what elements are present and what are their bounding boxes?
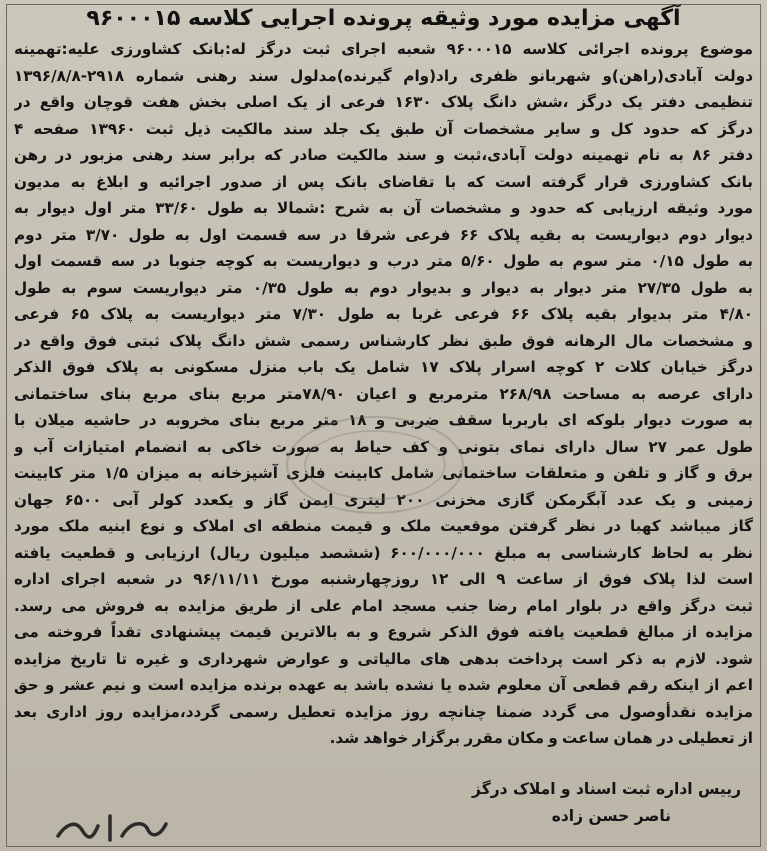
notice-line: ثبت درگز واقع در بلوار امام رضا جنب مسجد امام علی از طریق مزایده به فروش می رسد. [14,596,753,615]
notice-line: زمینی و یک عدد آبگرمکن گازی مخزنی ۲۰۰ لیتری ایمن گاز و یکعدد کولر آبی ۶۵۰۰ جهان [14,490,753,509]
notice-title: آگهی مزایده مورد وثیقه پرونده اجرایی کلاسه ۹۶۰۰۰۱۵ [86,6,681,31]
notice-line: به صورت دیوار بلوکه ای باربربا سقف ضربی و ۱۸ متر مربع بنای مخروبه در حاشیه میلان با [14,411,753,429]
signature-block [472,776,741,830]
notice-line: دفتر ۸۶ به نام تهمینه دولت آبادی،ثبت و سند مالکیت صادر که برابر سند رهنی مزبور در رهن [14,146,753,164]
notice-line: مورد وثیقه ارزیابی که حدود و مشخصات آن به شرح :شمالا به طول ۳۳/۶۰ متر اول دیوار به [14,199,753,217]
notice-line: دولت آبادی(راهن)و شهربانو ظفری راد(وام گیرنده)مدلول سند رهنی شماره ۲۹۱۸-۱۳۹۶/۸/۸ [14,66,753,85]
notice-line: تنظیمی دفتر یک درگز ،شش دانگ پلاک ۱۶۳۰ فرعی از یک اصلی بخش هفت قوچان واقع در [14,93,753,111]
notice-line: و مشخصات مال الرهانه فوق طبق نظر کارشناس رسمی شش دانگ پلاک ثبتی فوق واقع در [14,331,753,350]
handwritten-mark [52,806,172,846]
notice-line: برق و گاز و تلفن و متعلقات ساختمانی شامل کابینت فلزی آشپزخانه به میزان ۱/۵ متر کابینت [14,464,753,482]
notice-line: بانک کشاورزی قرار گرفته است که با تقاضای بانک پس از صدور اجرائیه و ابلاغ به مدیون [14,172,753,191]
notice-line: مزایده نقدأوصول می گردد ضمنا چنانچه روز مزایده تعطیل رسمی گردد،مزایده روز اداری بعد [14,702,753,721]
notice-line: از تعطیلی در همان ساعت و مکان مقرر برگزار خواهد شد. [329,729,753,747]
notice-line: به طول ۰/۱۵ متر سوم به طول ۵/۶۰ متر درب و دیواریست به کوچه جنوبا در سه قسمت اول [14,252,753,270]
notice-line: است لذا پلاک فوق از ساعت ۹ الی ۱۲ روزچهارشنبه مورخ ۹۶/۱۱/۱۱ در شعبه اجرای اداره [14,570,753,588]
notice-line: گاز میباشد کهبا در نظر گرفتن موقعیت ملک و قیمت منطقه ای املاک و نوع ابنیه ملک مورد [14,517,753,535]
notice-line: به طول ۲۷/۳۵ متر دیوار به دیوار و بدیوار دوم به طول ۰/۳۵ متر دیواریست سوم به طول [14,278,753,297]
notice-line: موضوع پرونده اجرائی کلاسه ۹۶۰۰۰۱۵ شعبه اجرای ثبت درگز له:بانک کشاورزی علیه:تهمینه [14,40,753,58]
notice-line: شود. لازم به ذکر است پرداخت بدهی های مالیاتی و عوارض شهرداری و غیره تا تاریخ مزایده [14,649,753,668]
notice-line: ۴/۸۰ متر بدیوار بقیه پلاک ۶۶ فرعی غربا به طول ۷/۳۰ متر دیواریست به پلاک ۶۵ فرعی [14,305,753,323]
notice-line: مزایده از مبالغ قطعیت یافته فوق الذکر شروع و به بالاترین قیمت پیشنهادی تقداً فروخته می [14,623,753,641]
notice-line: اعم از اینکه رقم قطعی آن معلوم شده یا نشده باشد به عهده برنده مزایده است و نیم عشر و حق [14,676,753,694]
faded-watermark [280,410,470,520]
notice-line: درگز خیابان کلات ۲ کوچه اسرار پلاک ۱۷ شامل یک باب منزل مسکونی به پلاک فوق الذکر [14,358,753,376]
notice-line: نظر به لحاظ کارشناسی به مبلغ ۶۰۰/۰۰۰/۰۰۰ (ششصد میلیون ریال) ارزیابی و قطعیت یافته [14,543,753,562]
notice-line: دارای عرصه به مساحت ۲۶۸/۹۸ مترمربع و اعیان ۷۸/۹۰متر مربع بنای مربع بنای ساختمانی [14,384,753,403]
signatory-name: ناصر حسن زاده [551,807,671,825]
notice-line: دیوار دوم دیواریست به بقیه پلاک ۶۶ فرعی شرقا در سه قسمت اول به طول ۳/۷۰ متر دوم [14,225,753,244]
notice-line: طول عمر ۲۷ سال دارای نمای بتونی و کف حیاط به صورت خاکی به انضمام امتیازات آب و [14,437,753,456]
signatory-position: رییس اداره ثبت اسناد و املاک درگز [472,780,741,798]
notice-line: درگز که حدود کل و سایر مشخصات آن طبق یک جلد سند مالکیت ذیل ثبت ۱۳۹۶۰ صفحه ۴ [14,119,753,138]
notice-body [14,36,753,752]
